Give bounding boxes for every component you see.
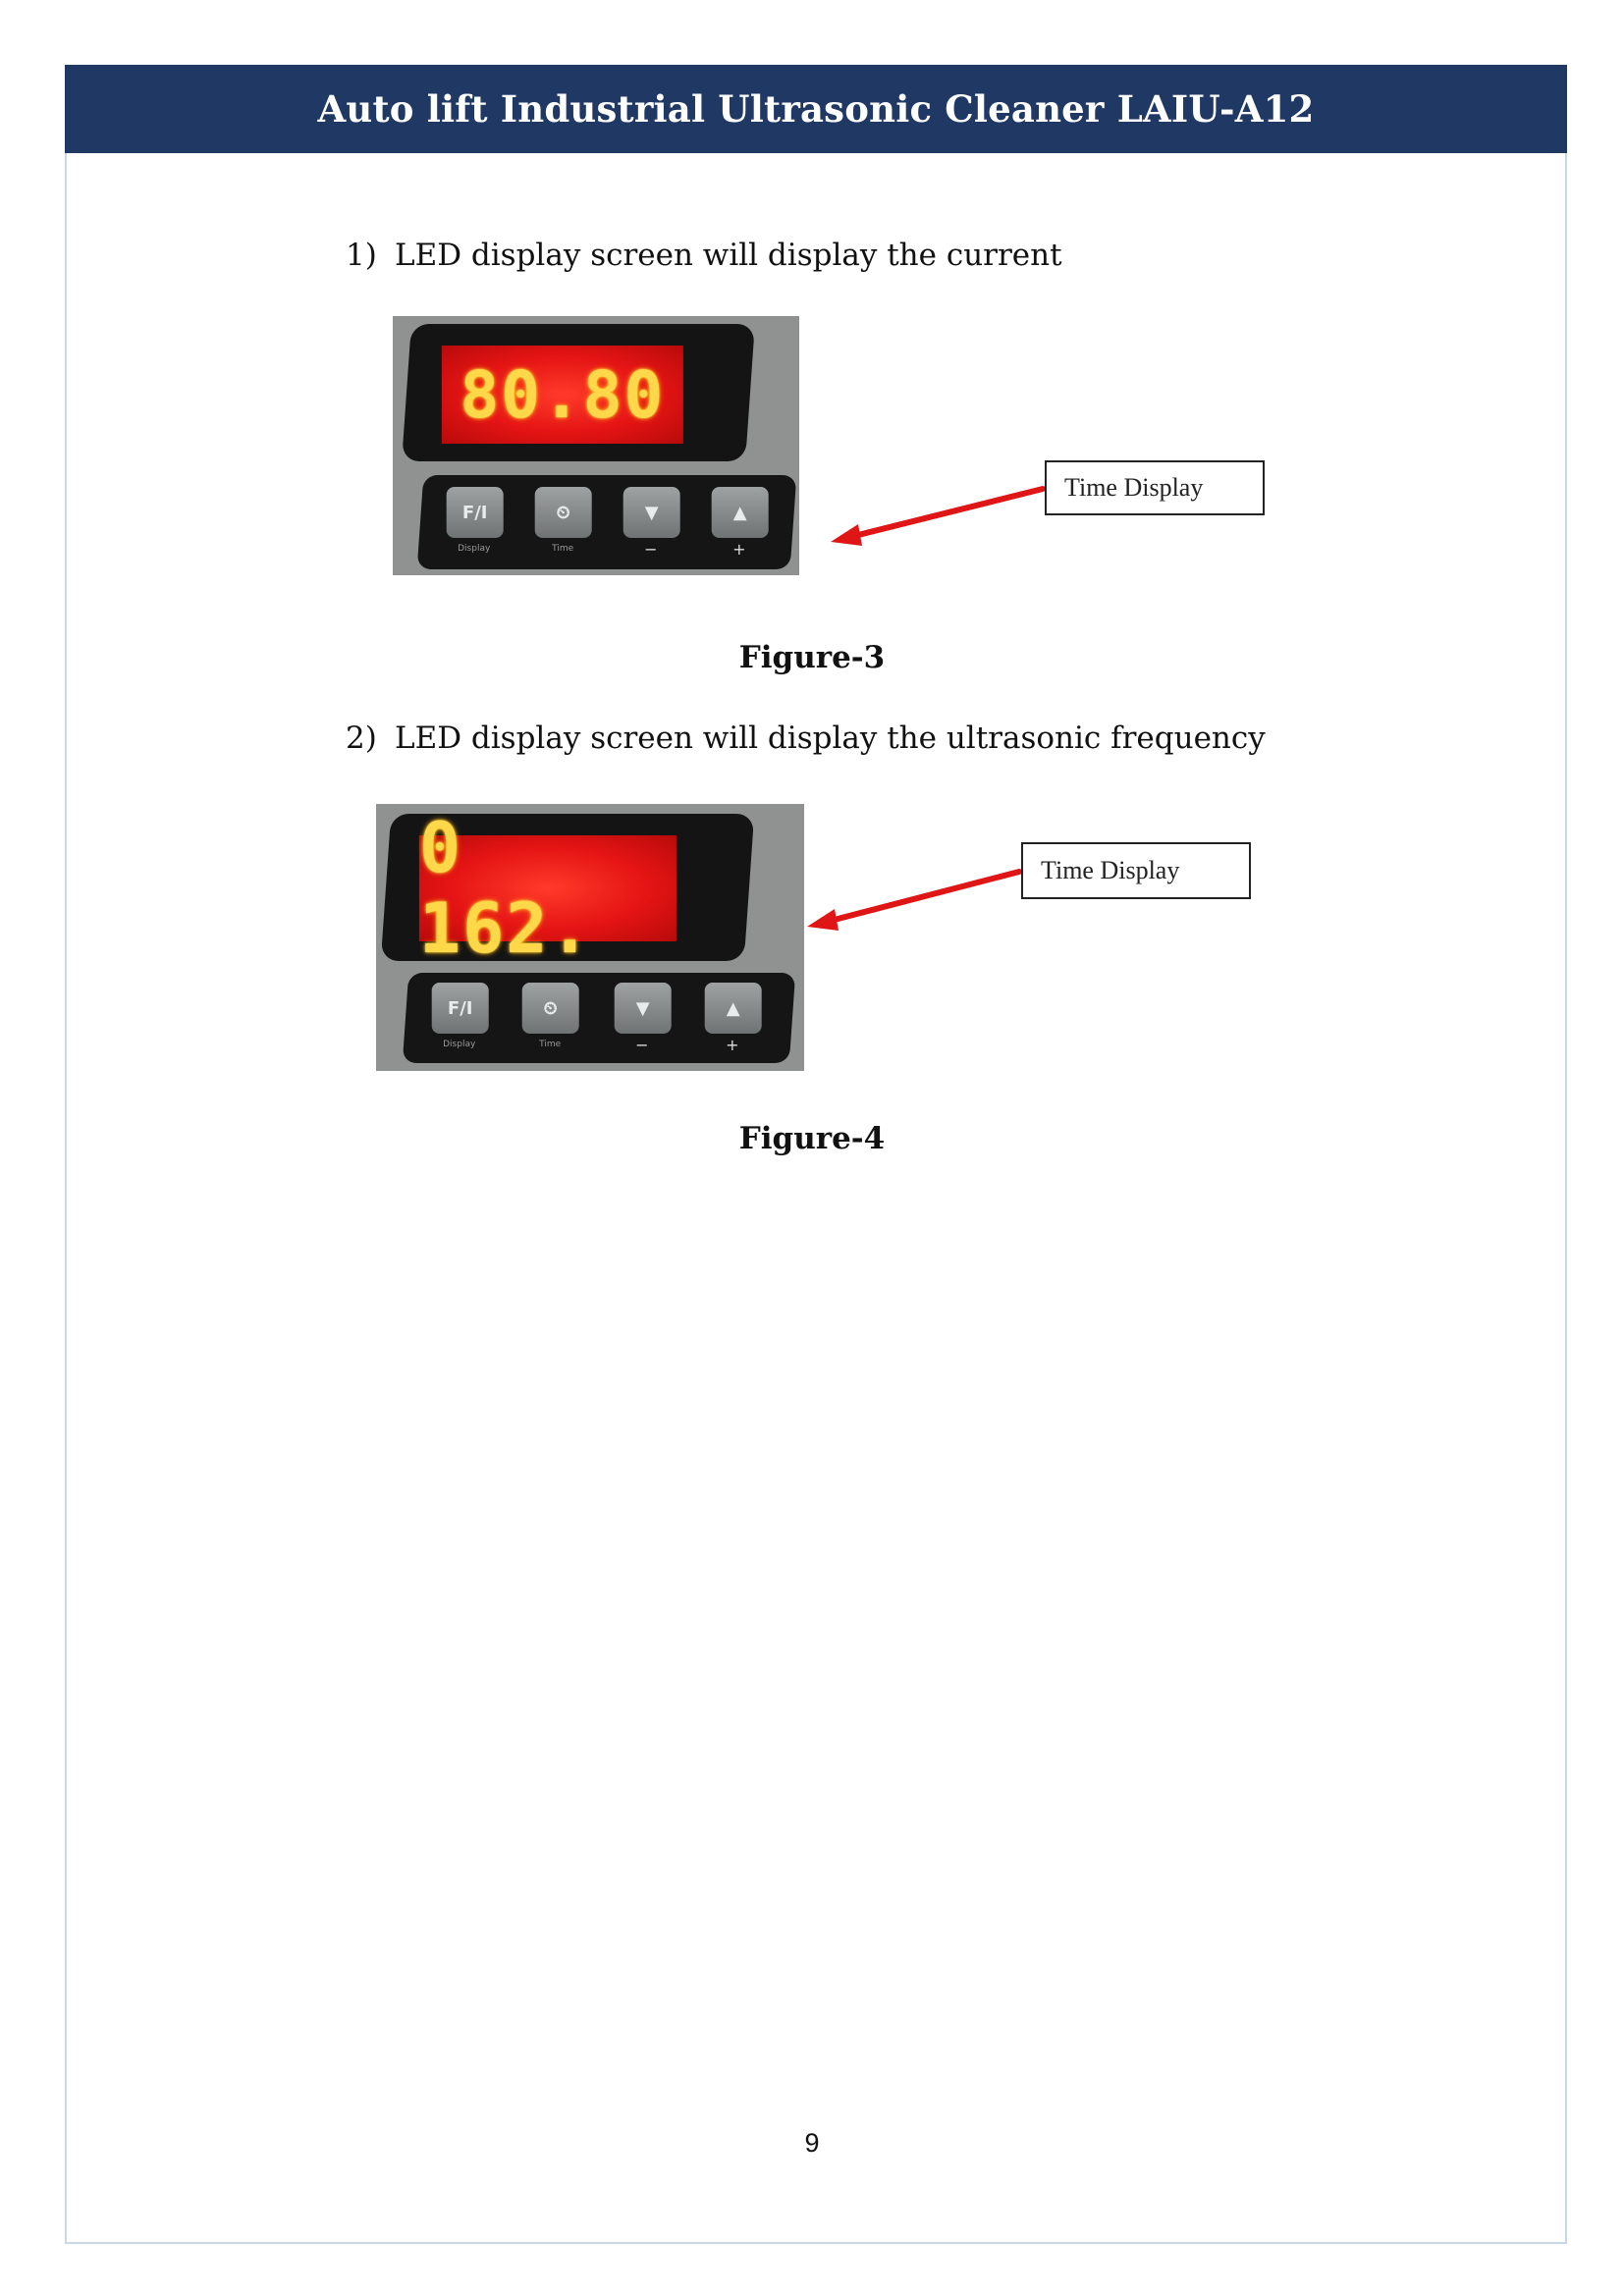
- callout-label: Time Display: [1064, 473, 1204, 502]
- list-item-frequency: [346, 719, 1266, 758]
- list-text: LED display screen will display the ultrasonic frequency: [395, 721, 1266, 756]
- header-bar: [65, 65, 1567, 153]
- pointer-arrow: [825, 471, 1051, 550]
- up-key: ▲: [712, 487, 769, 538]
- down-key: ▼: [615, 983, 672, 1034]
- page-number: 9: [804, 2128, 820, 2158]
- figure-caption: Figure-4: [738, 1121, 886, 1156]
- list-item-current: [346, 236, 1062, 275]
- display-housing: [402, 324, 755, 461]
- function-key: F/I: [447, 487, 504, 538]
- led-display-value: 80.80: [460, 356, 666, 433]
- figure-caption: Figure-3: [738, 640, 886, 675]
- key-label: Time: [552, 544, 574, 554]
- callout-box: [1021, 842, 1251, 899]
- callout-label: Time Display: [1041, 856, 1180, 884]
- led-display: [418, 808, 677, 969]
- pointer-arrow: [801, 860, 1027, 938]
- display-housing: [381, 808, 754, 969]
- up-key: ▲: [705, 983, 762, 1034]
- key-label: Display: [458, 544, 491, 554]
- key-label: −: [635, 1036, 649, 1054]
- function-key: F/I: [432, 983, 489, 1034]
- button-strip: [417, 475, 797, 569]
- key-label: +: [732, 540, 746, 559]
- key-label: −: [644, 540, 658, 559]
- key-label: Display: [443, 1040, 476, 1049]
- callout-box: [1045, 460, 1265, 515]
- down-key: ▼: [623, 487, 680, 538]
- control-panel-photo-1: [393, 316, 799, 575]
- led-display-value: 0 162.: [418, 808, 593, 969]
- list-text: LED display screen will display the current: [395, 238, 1062, 273]
- list-number: 2): [346, 721, 377, 756]
- timer-key: ⏲: [535, 487, 592, 538]
- list-number: 1): [346, 238, 377, 273]
- document-title: Auto lift Industrial Ultrasonic Cleaner LAIU-A12: [317, 87, 1315, 131]
- timer-key: ⏲: [522, 983, 579, 1034]
- control-panel-photo-2: [376, 804, 804, 1071]
- button-strip: [403, 973, 795, 1063]
- key-label: +: [726, 1036, 739, 1054]
- led-display: [442, 346, 683, 444]
- key-label: Time: [539, 1040, 562, 1049]
